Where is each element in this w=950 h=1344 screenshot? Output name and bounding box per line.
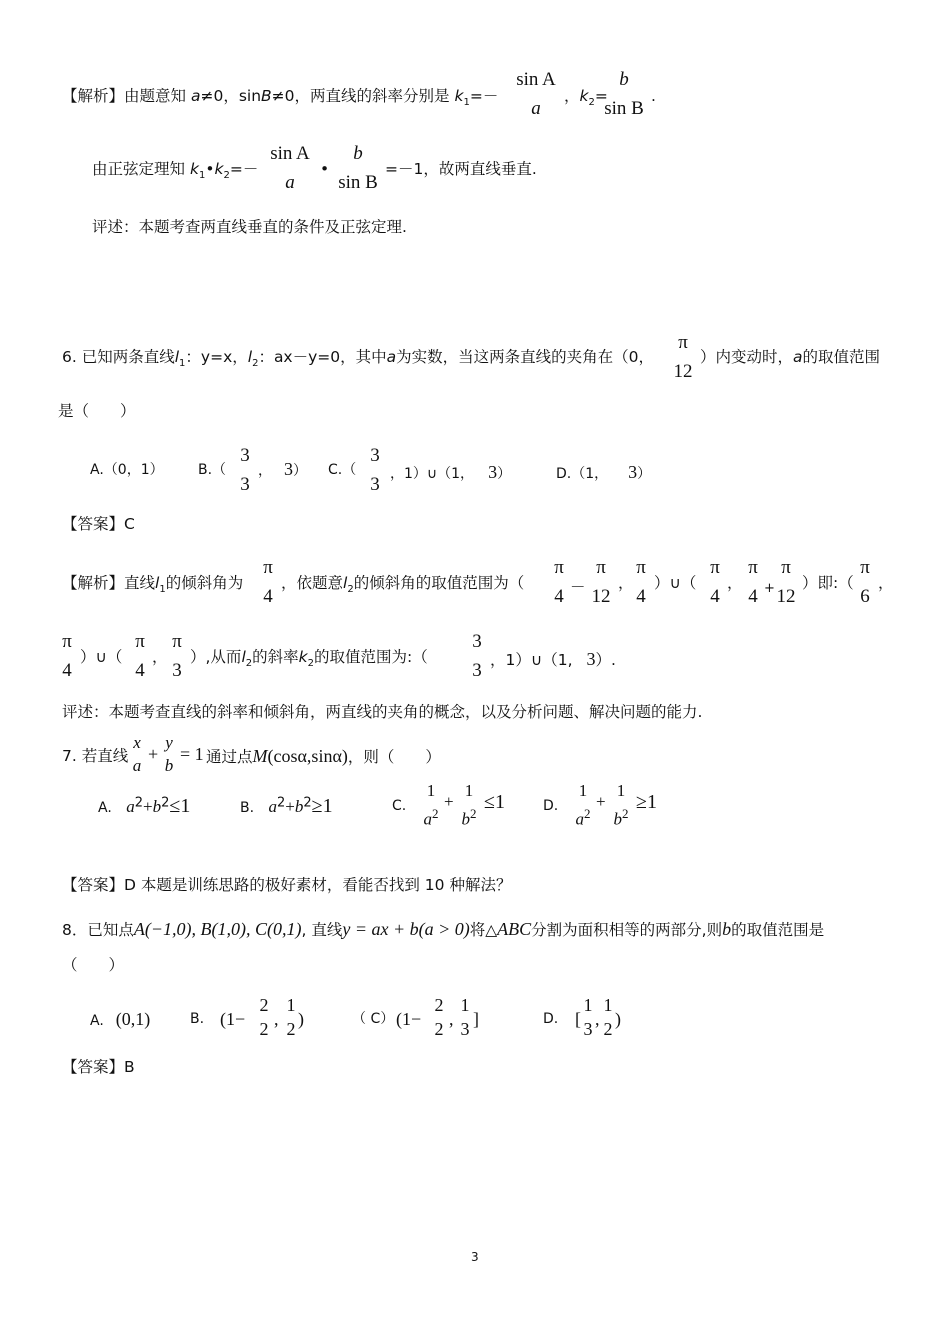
q7-option-c-ineq: ≤1: [484, 791, 505, 813]
q8-option-b-close: ): [298, 1009, 304, 1029]
p5-bullet: •: [320, 160, 330, 178]
p5-comment: 评述：本题考查两直线垂直的条件及正弦定理.: [92, 218, 407, 236]
q7-option-c-plus: +: [444, 792, 454, 811]
q6-solution-line1-b: ，依题意$l_2$的倾斜角的取值范围为（: [281, 574, 525, 595]
q6-option-a: A.（0，1）: [90, 462, 164, 478]
p5-sine-law-line: 由正弦定理知 $k_1•k_2=-$: [92, 160, 259, 181]
q8-answer: 【答案】B: [62, 1058, 135, 1076]
q6-stem-end: ）内变动时，a的取值范围: [700, 348, 881, 366]
q7-option-d-label: D.: [543, 798, 559, 814]
q6-solution-line2-end: ，1）∪（1, 3）.: [490, 649, 616, 669]
fraction-pi-over-3: π 3: [172, 631, 182, 681]
fraction-pi-over-4-d: π 4: [710, 557, 720, 607]
q6-option-c-end: ，1）∪（1， 3）: [390, 462, 512, 482]
q6-comma-d: ，: [152, 648, 168, 666]
q8-option-b-comma: ,: [274, 1009, 279, 1029]
fraction-1-over-2-d: 1 2: [603, 995, 613, 1039]
q7-plus: +: [148, 744, 159, 764]
fraction-1-over-a2-c: 1 $a^2$: [423, 781, 439, 829]
q7-option-d-ineq: ≥1: [636, 791, 657, 813]
q7-option-b: B. $a^2+b^2\ge 1$: [240, 795, 333, 817]
q7-option-c-label: C.: [392, 798, 407, 814]
fraction-sqrt3-over-3-c: 3 3: [370, 445, 380, 495]
q6-option-b-label: B.（: [198, 462, 227, 478]
fraction-sqrt2-over-2-b: 2 2: [259, 995, 269, 1039]
q8-option-a: A. (0,1): [90, 1009, 151, 1029]
fraction-1-over-3-c: 1 3: [460, 995, 470, 1039]
q6-solution-line1: 【解析】直线$l_1$的倾斜角为: [62, 574, 244, 595]
q6-comment: 评述：本题考查直线的斜率和倾斜角，两直线的夹角的概念，以及分析问题、解决问题的能力.: [62, 703, 703, 721]
q6-solution-that-is: ）即:（: [802, 574, 854, 592]
q6-option-d: D.（1， 3）: [556, 462, 652, 482]
fraction-pi-over-12: π 12: [673, 332, 693, 382]
fraction-pi-over-4-b: π 4: [554, 557, 564, 607]
q8-option-d-open: [: [575, 1009, 581, 1029]
fraction-1-over-b2-d: 1 $b^2$: [613, 781, 629, 829]
p5-period: .: [651, 87, 656, 105]
q8-option-c-open: (1−: [396, 1009, 422, 1029]
q6-stem-line2: 是（ ）: [58, 402, 136, 420]
fraction-pi-over-12-c: π 12: [776, 557, 796, 607]
fraction-pi-over-4-g: π 4: [135, 631, 145, 681]
fraction-sinA-over-a-2: sin A a: [270, 143, 310, 193]
fraction-x-over-a: x a: [132, 733, 142, 775]
p5-k2-text: ，$k_2=$: [564, 87, 608, 108]
q7-option-a: A. $a^2+b^2\le 1$: [98, 795, 191, 817]
fraction-y-over-b: y b: [164, 733, 174, 775]
q8-option-c-label: （ C）: [352, 1011, 395, 1027]
q6-comma-a: ，: [618, 574, 634, 592]
q8-option-b-label: B.: [190, 1011, 205, 1027]
q7-pass-point: 通过点M(cosα,sinα)，则（ ）: [206, 746, 441, 766]
q8-stem-line2: （ ）: [62, 956, 125, 974]
fraction-1-over-a2-d: 1 $a^2$: [575, 781, 591, 829]
fraction-1-over-b2-c: 1 $b^2$: [461, 781, 477, 829]
q6-minus: －: [570, 578, 586, 596]
fraction-sqrt3-over-3-b: 3 3: [240, 445, 250, 495]
fraction-pi-over-4-f: π 4: [62, 631, 72, 681]
page-number: 3: [471, 1250, 479, 1264]
q8-option-d-label: D.: [543, 1011, 559, 1027]
p5-conclusion: =－1，故两直线垂直.: [385, 160, 537, 178]
q8-option-d-close: ): [615, 1009, 621, 1029]
fraction-b-over-sinB-2: b sin B: [338, 143, 378, 193]
q6-solution-line2: ）,从而$l_2$的斜率$k_2$的取值范围为:（: [190, 648, 428, 669]
fraction-1-over-3-d: 1 3: [583, 995, 593, 1039]
q6-plus: +: [764, 581, 775, 596]
fraction-pi-over-12-b: π 12: [591, 557, 611, 607]
q7-answer: 【答案】D 本题是训练思路的极好素材，看能否找到 10 种解法？: [62, 876, 512, 894]
fraction-pi-over-4-c: π 4: [636, 557, 646, 607]
q6-option-c-label: C.（: [328, 462, 357, 478]
fraction-sqrt3-over-3-sol: 3 3: [472, 631, 482, 681]
fraction-b-over-sinB: b sin B: [604, 69, 644, 119]
q8-stem: 8．已知点A(−1,0), B(1,0), C(0,1), 直线y = ax + b(a > 0)将△ABC分割为面积相等的两部分,则b的取值范围是: [62, 919, 825, 939]
q6-comma-b: ，: [727, 574, 743, 592]
fraction-pi-over-6: π 6: [860, 557, 870, 607]
q6-union-a: ）∪（: [654, 574, 697, 592]
fraction-pi-over-4-e: π 4: [748, 557, 758, 607]
q8-option-b-open: (1−: [220, 1009, 246, 1029]
fraction-1-over-2-b: 1 2: [286, 995, 296, 1039]
q8-option-c-close: ]: [473, 1009, 479, 1029]
q6-comma-c: ，: [878, 574, 894, 592]
q7-stem-start: 7. 若直线: [62, 747, 129, 765]
q6-stem: 6. 已知两条直线$l_1$：y=x，$l_2$：ax－y=0，其中a为实数，当这两条直线的夹角在（0，: [62, 348, 655, 369]
fraction-pi-over-4-a: π 4: [263, 557, 273, 607]
fraction-sinA-over-a: sin A a: [516, 69, 556, 119]
p5-solution-line: 【解析】由题意知 a≠0，sinB≠0，两直线的斜率分别是 $k_1=-$: [62, 87, 499, 108]
q8-option-d-comma: ,: [595, 1009, 600, 1029]
fraction-sqrt2-over-2-c: 2 2: [434, 995, 444, 1039]
q7-eq-one: = 1: [180, 744, 204, 764]
q7-option-d-plus: +: [596, 792, 606, 811]
q8-option-c-comma: ,: [449, 1009, 454, 1029]
q6-answer: 【答案】C: [62, 515, 135, 533]
q6-union-b: ）∪（: [80, 648, 123, 666]
q6-option-b-end: ， 3）: [258, 459, 307, 479]
